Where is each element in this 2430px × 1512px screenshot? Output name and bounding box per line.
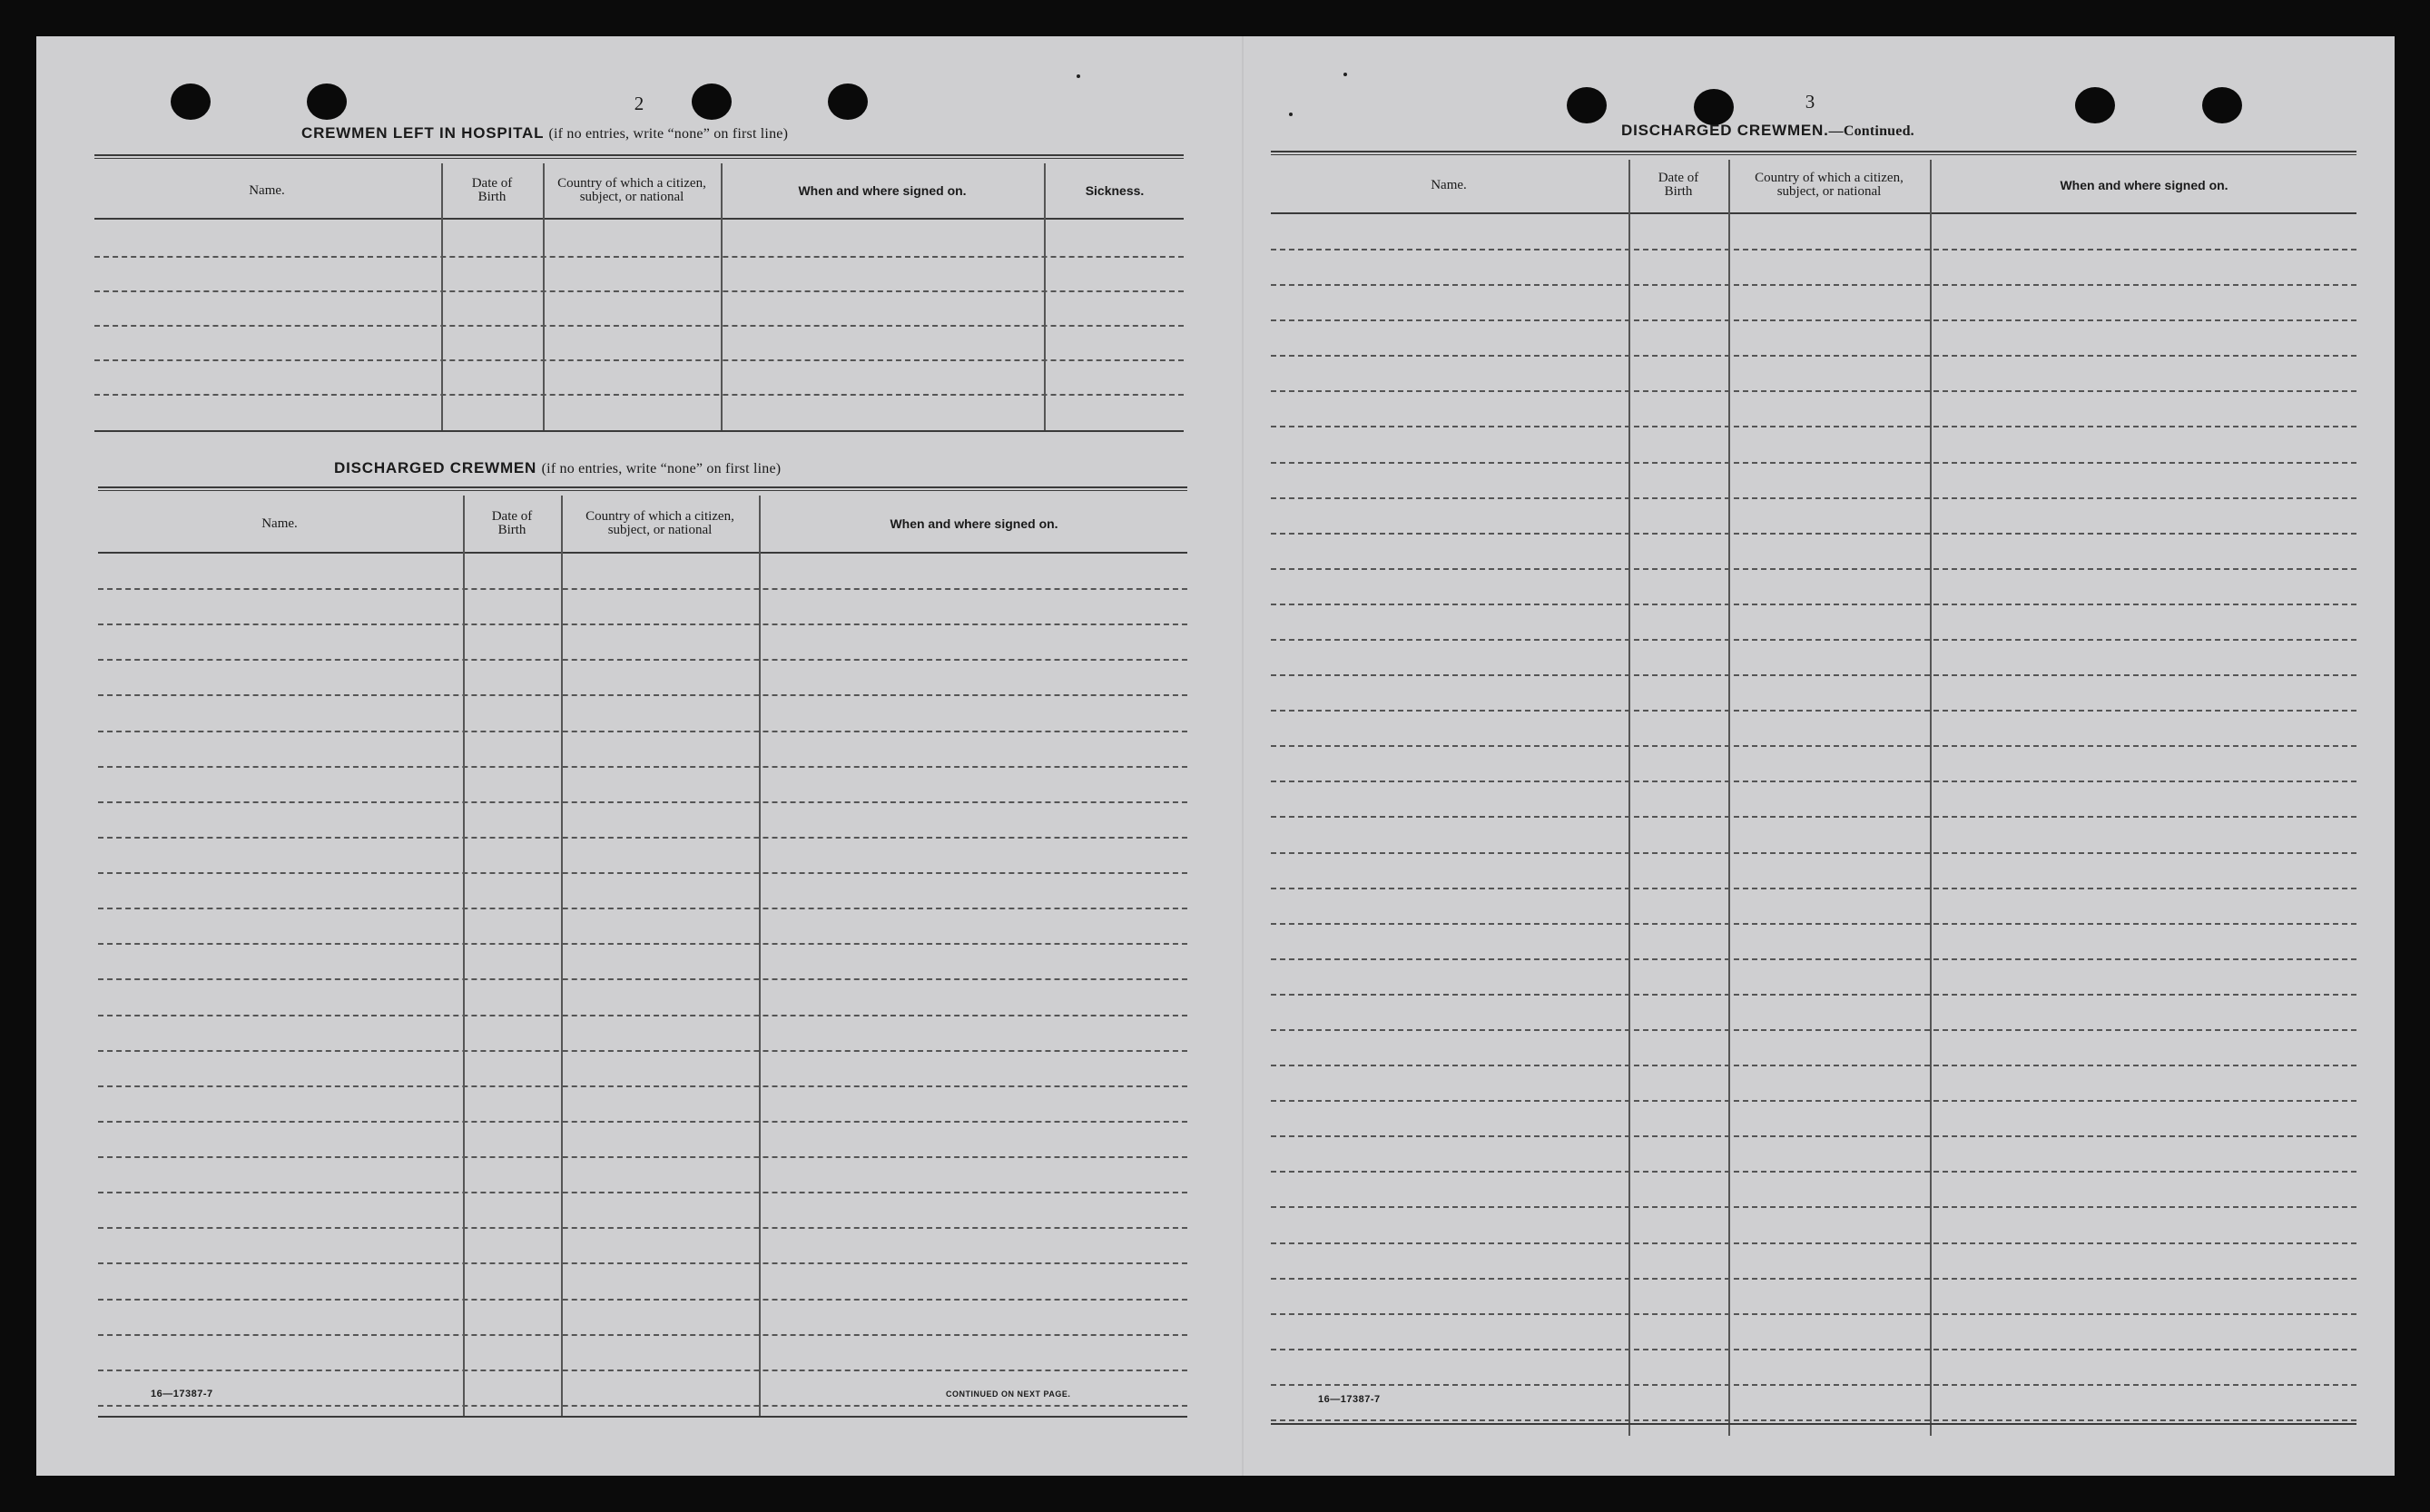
- entry-row-line: [1271, 781, 2356, 782]
- entry-row-line: [1271, 1419, 2356, 1421]
- entry-row-line: [98, 659, 1187, 661]
- entry-row-line: [1271, 1065, 2356, 1066]
- entry-row-line: [98, 872, 1187, 874]
- entry-row-line: [94, 359, 1184, 361]
- column-divider: [561, 496, 563, 1418]
- entry-row-line: [1271, 1135, 2356, 1137]
- page-number: 2: [634, 93, 644, 114]
- scanned-document: [36, 36, 2395, 1476]
- header-bottom-rule: [1271, 212, 2356, 214]
- entry-row-line: [1271, 1384, 2356, 1386]
- column-divider: [1628, 160, 1630, 1436]
- entry-row-line: [1271, 1206, 2356, 1208]
- column-header-country: Country of which a citizen, subject, or national: [1755, 171, 1904, 199]
- column-header-name: Name.: [249, 182, 285, 198]
- entry-row-line: [98, 1334, 1187, 1336]
- entry-row-line: [98, 694, 1187, 696]
- entry-row-line: [98, 908, 1187, 909]
- entry-row-line: [98, 1262, 1187, 1264]
- column-header-signed: When and where signed on.: [890, 515, 1058, 531]
- header-bottom-rule: [94, 218, 1184, 220]
- page-fold: [1242, 36, 1244, 1476]
- entry-row-line: [1271, 674, 2356, 676]
- entry-row-line: [98, 943, 1187, 945]
- entry-row-line: [1271, 1100, 2356, 1102]
- column-header-sickness: Sickness.: [1085, 182, 1145, 198]
- punch-hole: [828, 83, 868, 120]
- column-header-dob: Date of Birth: [1658, 171, 1699, 199]
- entry-row-line: [1271, 568, 2356, 570]
- table-bottom-rule: [98, 1416, 1187, 1418]
- entry-row-line: [98, 1405, 1187, 1407]
- entry-row-line: [98, 1015, 1187, 1016]
- entry-row-line: [1271, 497, 2356, 499]
- column-divider: [463, 496, 465, 1418]
- punch-hole: [2075, 87, 2115, 123]
- dust-speck: [1077, 74, 1080, 78]
- punch-hole: [2202, 87, 2242, 123]
- column-header-signed: When and where signed on.: [2060, 177, 2228, 192]
- section-note: (if no entries, write “none” on first line): [548, 126, 789, 142]
- entry-row-line: [1271, 319, 2356, 321]
- column-header-dob: Date of Birth: [491, 509, 533, 537]
- column-header-country: Country of which a citizen, subject, or national: [585, 509, 734, 537]
- entry-row-line: [1271, 390, 2356, 392]
- column-divider: [759, 496, 761, 1418]
- entry-row-line: [98, 1192, 1187, 1193]
- form-number: 16—17387-7: [1318, 1394, 1381, 1405]
- entry-row-line: [1271, 639, 2356, 641]
- discharged-continued-table: [1271, 151, 2356, 1439]
- entry-row-line: [98, 588, 1187, 590]
- hospital-section-title: [301, 124, 788, 142]
- table-top-rule: [1271, 151, 2356, 155]
- punch-hole: [692, 83, 732, 120]
- column-header-signed: When and where signed on.: [798, 182, 967, 198]
- column-header-name: Name.: [261, 515, 298, 531]
- entry-row-line: [98, 1370, 1187, 1371]
- discharged-table: [98, 486, 1187, 1430]
- entry-row-line: [94, 394, 1184, 396]
- dust-speck: [1289, 113, 1293, 116]
- entry-row-line: [98, 1227, 1187, 1229]
- entry-row-line: [1271, 1349, 2356, 1350]
- entry-row-line: [1271, 1029, 2356, 1031]
- entry-row-line: [94, 256, 1184, 258]
- entry-row-line: [1271, 249, 2356, 250]
- entry-row-line: [1271, 994, 2356, 996]
- table-top-rule: [98, 486, 1187, 491]
- column-header-country: Country of which a citizen, subject, or national: [557, 176, 706, 204]
- entry-row-line: [1271, 426, 2356, 427]
- entry-row-line: [98, 801, 1187, 803]
- entry-row-line: [1271, 284, 2356, 286]
- header-bottom-rule: [98, 552, 1187, 554]
- hospital-table: [94, 154, 1184, 472]
- entry-row-line: [1271, 462, 2356, 464]
- entry-row-line: [98, 837, 1187, 839]
- entry-row-line: [1271, 958, 2356, 960]
- entry-row-line: [1271, 710, 2356, 712]
- entry-row-line: [98, 731, 1187, 732]
- punch-hole: [307, 83, 347, 120]
- entry-row-line: [98, 1156, 1187, 1158]
- entry-row-line: [1271, 355, 2356, 357]
- entry-row-line: [94, 290, 1184, 292]
- continued-label: —Continued.: [1828, 123, 1914, 139]
- column-divider: [1728, 160, 1730, 1436]
- table-bottom-rule: [1271, 1423, 2356, 1425]
- entry-row-line: [1271, 533, 2356, 535]
- punch-hole: [1567, 87, 1607, 123]
- entry-row-line: [1271, 1313, 2356, 1315]
- entry-row-line: [98, 1050, 1187, 1052]
- table-top-rule: [94, 154, 1184, 159]
- entry-row-line: [1271, 923, 2356, 925]
- entry-row-line: [98, 1121, 1187, 1123]
- column-header-name: Name.: [1431, 177, 1467, 192]
- entry-row-line: [98, 1299, 1187, 1301]
- discharged-section-title: [334, 459, 781, 477]
- section-title-text: DISCHARGED CREWMEN.: [1621, 122, 1829, 139]
- column-header-dob: Date of Birth: [471, 176, 513, 204]
- form-number: 16—17387-7: [151, 1389, 213, 1399]
- entry-row-line: [1271, 1278, 2356, 1280]
- entry-row-line: [1271, 816, 2356, 818]
- entry-row-line: [1271, 1242, 2356, 1244]
- entry-row-line: [1271, 604, 2356, 605]
- discharged-continued-title: [1621, 122, 1914, 140]
- continued-note: CONTINUED ON NEXT PAGE.: [946, 1389, 1071, 1399]
- punch-hole: [1694, 89, 1734, 125]
- section-note: (if no entries, write “none” on first line): [541, 461, 782, 476]
- entry-row-line: [98, 978, 1187, 980]
- entry-row-line: [94, 325, 1184, 327]
- entry-row-line: [1271, 745, 2356, 747]
- entry-row-line: [1271, 1171, 2356, 1173]
- table-bottom-rule: [94, 430, 1184, 432]
- section-title-text: DISCHARGED CREWMEN: [334, 459, 537, 476]
- entry-row-line: [98, 1085, 1187, 1087]
- entry-row-line: [1271, 852, 2356, 854]
- section-title-text: CREWMEN LEFT IN HOSPITAL: [301, 124, 544, 142]
- entry-row-line: [98, 623, 1187, 625]
- punch-hole: [171, 83, 211, 120]
- entry-row-line: [1271, 888, 2356, 889]
- entry-row-line: [98, 766, 1187, 768]
- column-divider: [1930, 160, 1932, 1436]
- page-number: 3: [1805, 91, 1815, 113]
- dust-speck: [1343, 73, 1347, 76]
